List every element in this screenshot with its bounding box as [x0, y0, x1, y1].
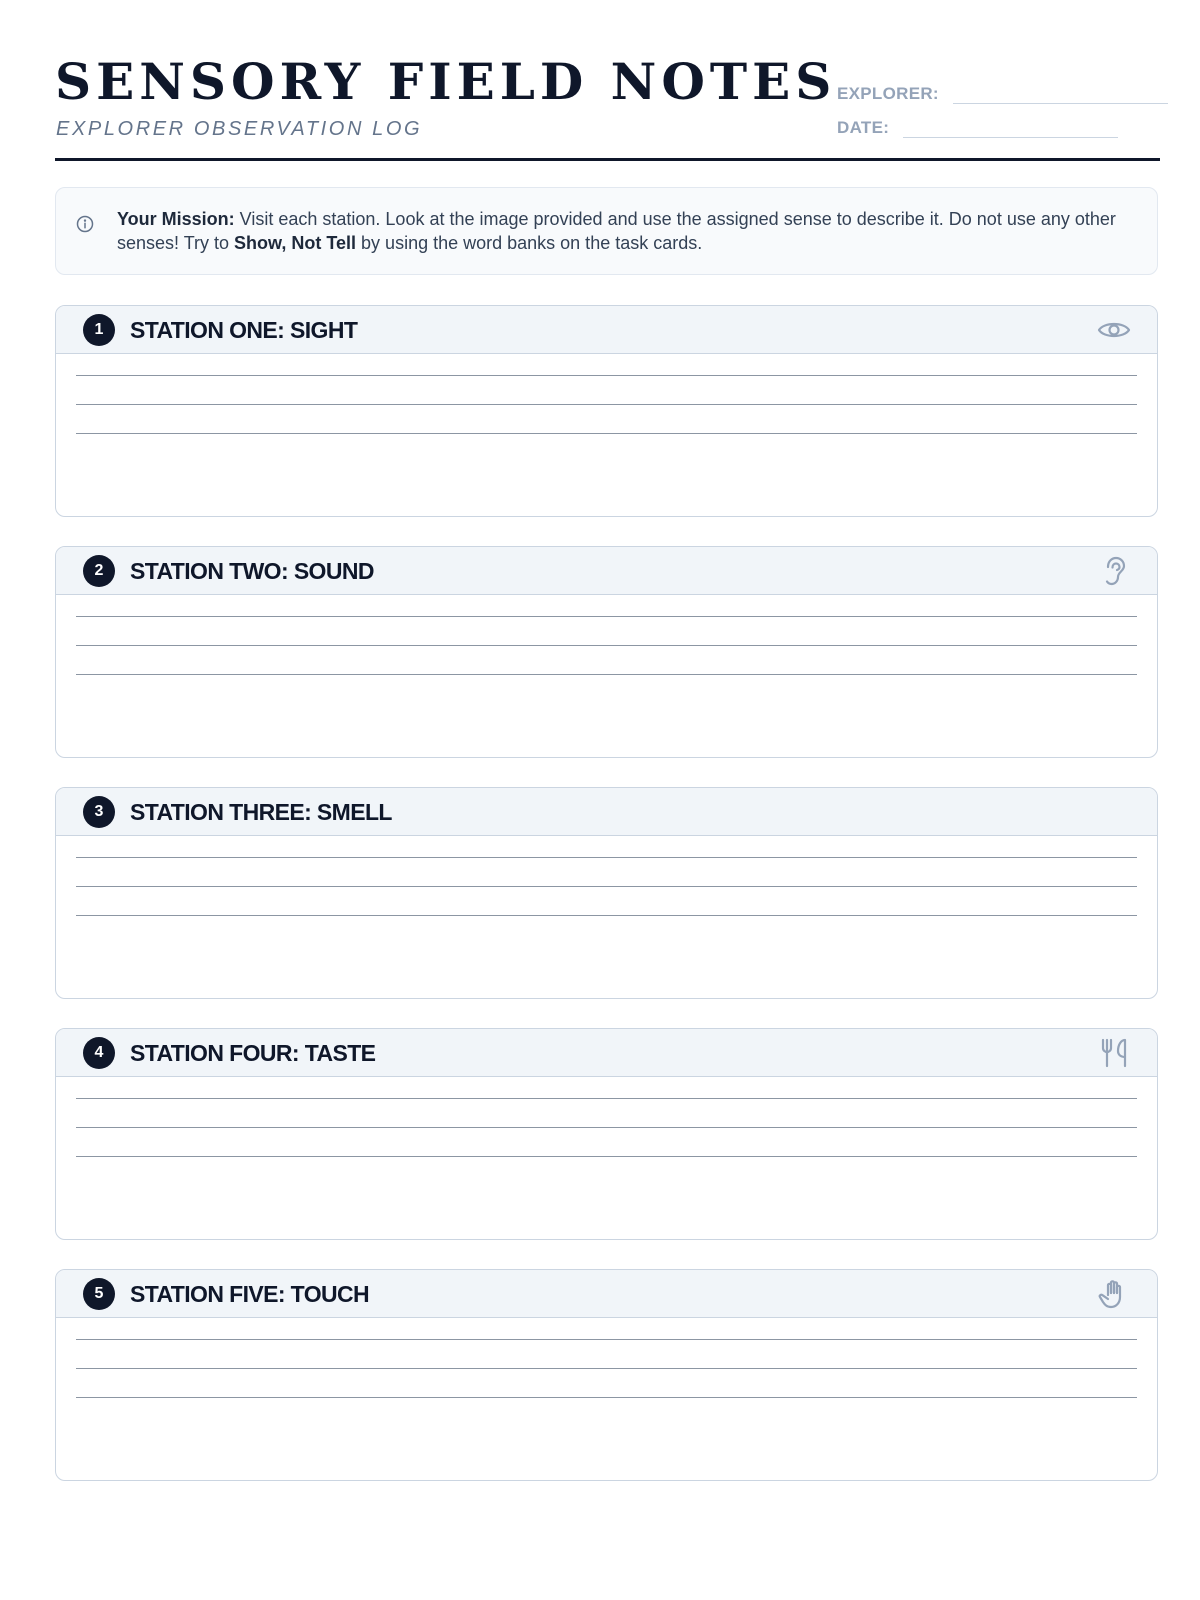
eye-icon	[1097, 314, 1131, 346]
mission-emphasis: Show, Not Tell	[234, 233, 357, 253]
station-title: STATION FOUR: TASTE	[130, 1040, 376, 1066]
station-header	[56, 1270, 1157, 1318]
station-number-badge: 5	[83, 1278, 115, 1310]
writing-line[interactable]	[76, 886, 1137, 887]
ear-icon	[1097, 555, 1131, 587]
station-header	[56, 1029, 1157, 1077]
page-subtitle: EXPLORER OBSERVATION LOG	[56, 118, 423, 140]
mission-body-2: by using the word banks on the task cards.	[356, 233, 703, 253]
writing-line[interactable]	[76, 1339, 1137, 1340]
date-blank-line[interactable]	[903, 117, 1118, 138]
writing-line[interactable]	[76, 1368, 1137, 1369]
station-title: STATION ONE: SIGHT	[130, 317, 358, 343]
writing-line[interactable]	[76, 915, 1137, 916]
station-number-badge: 2	[83, 555, 115, 587]
station-card-touch	[55, 1269, 1158, 1481]
explorer-blank-line[interactable]	[953, 83, 1168, 104]
writing-line[interactable]	[76, 1397, 1137, 1398]
info-icon	[76, 215, 94, 233]
station-number-badge: 1	[83, 314, 115, 346]
mission-body-1: Visit each station. Look at the image provided and use the assigned sense to describe it. Do not use any other senses! Try to	[117, 209, 1116, 253]
date-field	[837, 117, 1118, 138]
writing-line[interactable]	[76, 404, 1137, 405]
explorer-label: EXPLORER:	[837, 84, 939, 103]
station-card-taste	[55, 1028, 1158, 1240]
mission-text	[117, 207, 1127, 255]
writing-line[interactable]	[76, 674, 1137, 675]
worksheet-page	[55, 0, 1160, 1600]
mission-lead: Your Mission:	[117, 209, 235, 229]
hand-icon	[1097, 1278, 1131, 1310]
station-number-badge: 4	[83, 1037, 115, 1069]
date-label: DATE:	[837, 118, 890, 137]
worksheet-header	[55, 52, 1160, 161]
explorer-field	[837, 83, 1168, 104]
station-header	[56, 547, 1157, 595]
writing-line[interactable]	[76, 857, 1137, 858]
page-title: SENSORY FIELD NOTES	[55, 52, 837, 111]
writing-line[interactable]	[76, 1098, 1137, 1099]
utensils-icon	[1097, 1037, 1131, 1069]
station-card-sight	[55, 305, 1158, 517]
writing-line[interactable]	[76, 433, 1137, 434]
station-title: STATION FIVE: TOUCH	[130, 1281, 370, 1307]
station-card-smell	[55, 787, 1158, 999]
station-number-badge: 3	[83, 796, 115, 828]
writing-line[interactable]	[76, 616, 1137, 617]
station-card-sound	[55, 546, 1158, 758]
station-header	[56, 306, 1157, 354]
station-title: STATION THREE: SMELL	[130, 799, 392, 825]
writing-line[interactable]	[76, 375, 1137, 376]
writing-line[interactable]	[76, 1127, 1137, 1128]
writing-line[interactable]	[76, 1156, 1137, 1157]
station-title: STATION TWO: SOUND	[130, 558, 374, 584]
mission-box	[55, 187, 1158, 275]
station-header	[56, 788, 1157, 836]
writing-line[interactable]	[76, 645, 1137, 646]
